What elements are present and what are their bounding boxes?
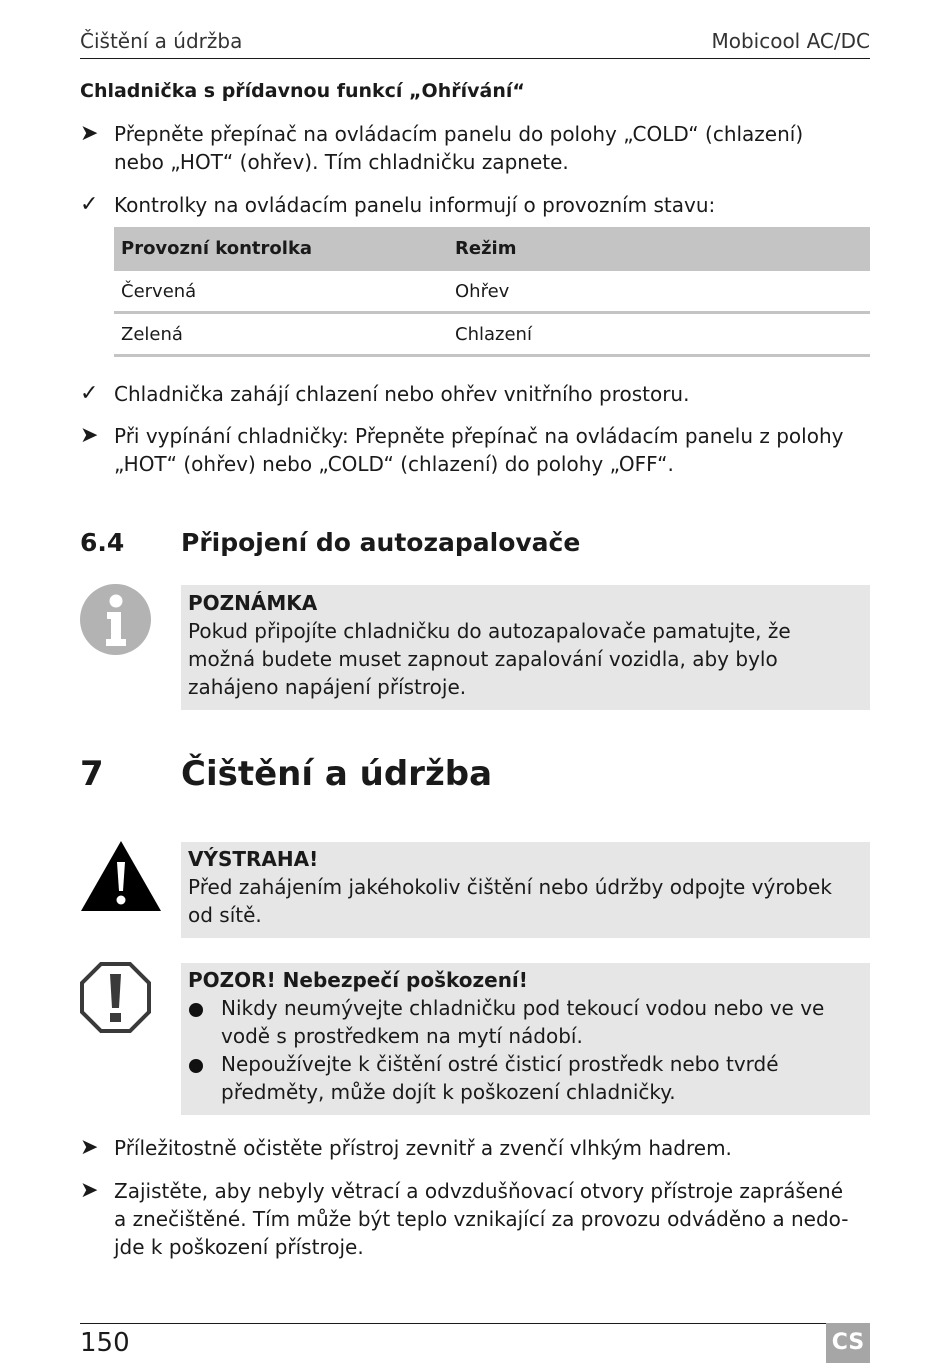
page-number: 150 <box>80 1328 130 1358</box>
cleaning-step-text: Zajistěte, aby nebyly větrací a odvzdušňovací otvory přístroje zaprášené a znečištěné. Tím může být teplo vznikající za provozu odváděno a nedo- jde k poškození přístroje. <box>114 1179 849 1259</box>
table-cell: Červená <box>121 281 197 302</box>
step-text: Při vypínání chladničky: Přepněte přepínač na ovládacím panelu z polohy „HOT“ (ohřev) nebo „COLD“ (chlazení) do polohy „OFF“. <box>114 424 844 476</box>
arrow-bullet-icon: ➤ <box>80 1178 99 1203</box>
header-chapter-title: Čištění a údržba <box>80 29 243 53</box>
table-row <box>114 314 870 357</box>
chapter-title: Čištění a údržba <box>181 754 493 794</box>
caution-item: Nepoužívejte k čištění ostré čisticí prostředk nebo tvrdé předměty, může dojít k poškození chladničky. <box>221 1052 779 1104</box>
note-box <box>181 585 870 710</box>
octagon-exclamation-icon <box>80 962 151 1033</box>
bullet-dot <box>189 1058 203 1077</box>
caution-item: Nikdy neumývejte chladničku pod tekoucí vodou nebo ve ve vodě s prostředkem na mytí nádobí. <box>221 996 825 1048</box>
table-header-row <box>114 227 870 271</box>
header-rule <box>80 58 870 59</box>
note-title: POZNÁMKA <box>188 591 318 615</box>
footer-rule <box>80 1323 870 1324</box>
warning-triangle-icon <box>80 840 162 912</box>
table-cell: Zelená <box>121 324 183 345</box>
table-header-cell: Režim <box>455 238 517 259</box>
table-header-cell: Provozní kontrolka <box>121 238 313 259</box>
arrow-bullet-icon: ➤ <box>80 423 99 448</box>
chapter-number: 7 <box>80 754 104 794</box>
table-row <box>114 271 870 314</box>
section-number: 6.4 <box>80 528 125 557</box>
indicator-table <box>114 227 870 357</box>
header-product-name: Mobicool AC/DC <box>711 29 870 53</box>
step-text: Kontrolky na ovládacím panelu informují o provozním stavu: <box>114 193 716 217</box>
table-cell: Ohřev <box>455 281 510 302</box>
warning-title: VÝSTRAHA! <box>188 847 319 871</box>
arrow-bullet-icon: ➤ <box>80 121 99 146</box>
info-icon <box>80 584 151 655</box>
check-bullet-icon: ✓ <box>80 192 99 217</box>
section-title: Připojení do autozapalovače <box>181 528 581 557</box>
caution-title: POZOR! Nebezpečí poškození! <box>188 968 528 992</box>
warning-box <box>181 842 870 938</box>
warning-text: Před zahájením jakéhokoliv čištění nebo údržby odpojte výrobek od sítě. <box>188 875 832 927</box>
step-text: Chladnička zahájí chlazení nebo ohřev vnitřního prostoru. <box>114 382 690 406</box>
step-text: Přepněte přepínač na ovládacím panelu do polohy „COLD“ (chlazení) nebo „HOT“ (ohřev). Tím chladničku zapnete. <box>114 122 804 174</box>
cleaning-step-text: Příležitostně očistěte přístroj zevnitř a zvenčí vlhkým hadrem. <box>114 1136 732 1160</box>
caution-box <box>181 963 870 1115</box>
note-text: Pokud připojíte chladničku do autozapalovače pamatujte, že možná budete muset zapnout zapalování vozidla, aby bylo zahájeno napájení přístroje. <box>188 619 791 699</box>
bullet-dot <box>189 1002 203 1021</box>
arrow-bullet-icon: ➤ <box>80 1135 99 1160</box>
table-cell: Chlazení <box>455 324 532 345</box>
check-bullet-icon: ✓ <box>80 381 99 406</box>
language-badge: CS <box>826 1323 870 1363</box>
subheading: Chladnička s přídavnou funkcí „Ohřívání“ <box>80 80 525 102</box>
